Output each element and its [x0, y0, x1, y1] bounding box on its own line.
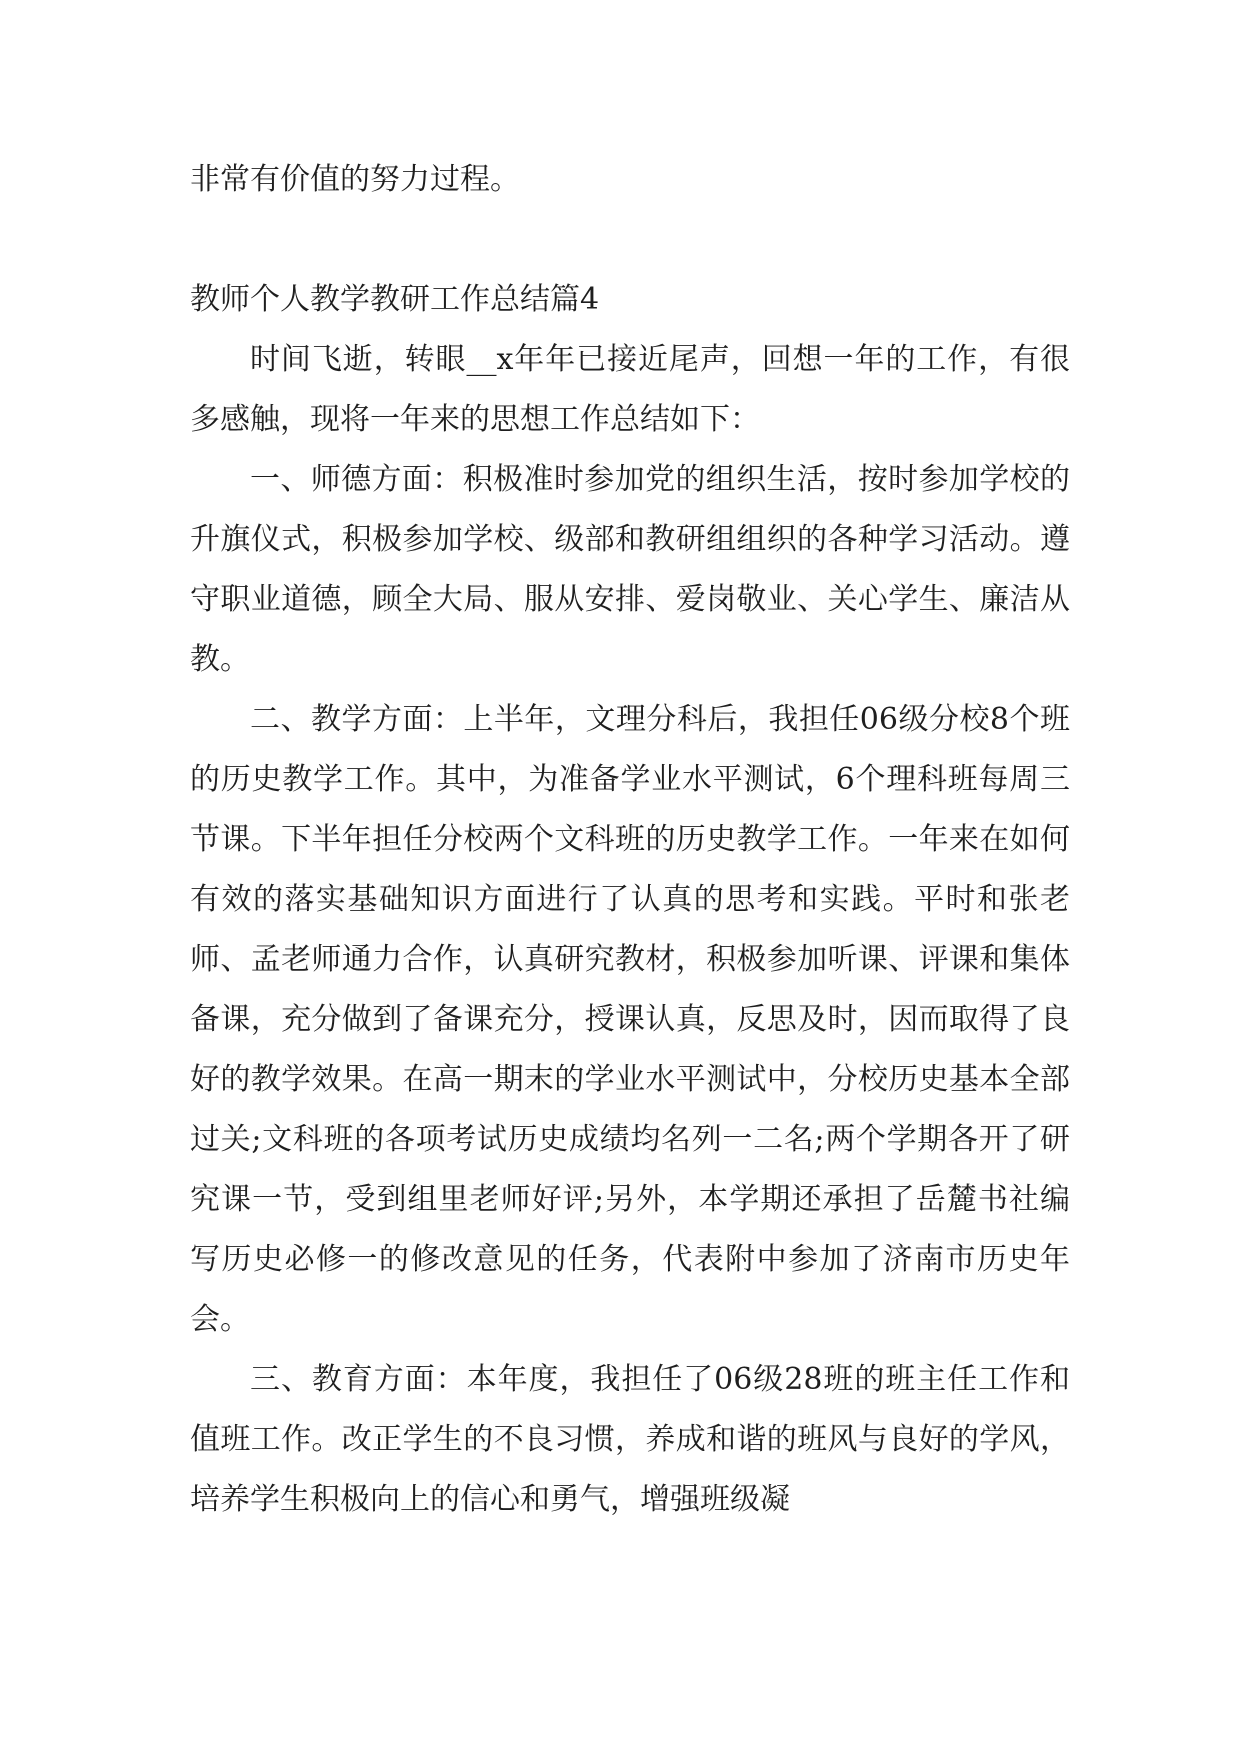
document-body: [190, 150, 1070, 1530]
paragraph-ethics: 一、师德方面：积极准时参加党的组织生活，按时参加学校的升旗仪式，积极参加学校、级部和教研组组织的各种学习活动。遵守职业道德，顾全大局、服从安排、爱岗敬业、关心学生、廉洁从教。: [190, 462, 1070, 677]
paragraph-education: 三、教育方面：本年度，我担任了06级28班的班主任工作和值班工作。改正学生的不良习惯，养成和谐的班风与良好的学风，培养学生积极向上的信心和勇气，增强班级凝: [190, 1362, 1070, 1517]
paragraph-teaching: 二、教学方面：上半年，文理分科后，我担任06级分校8个班的历史教学工作。其中，为准备学业水平测试，6个理科班每周三节课。下半年担任分校两个文科班的历史教学工作。一年来在如何有效的落实基础知识方面进行了认真的思考和实践。平时和张老师、孟老师通力合作，认真研究教材，积极参加听课、评课和集体备课，充分做到了备课充分，授课认真，反思及时，因而取得了良好的教学效果。在高一期末的学业水平测试中，分校历史基本全部过关;文科班的各项考试历史成绩均名列一二名;两个学期各开了研究课一节，受到组里老师好评;另外，本学期还承担了岳麓书社编写历史必修一的修改意见的任务，代表附中参加了济南市历史年会。: [190, 702, 1070, 1337]
continuation-text: 非常有价值的努力过程。: [190, 162, 520, 197]
paragraph-intro: 时间飞逝，转眼__x年年已接近尾声，回想一年的工作，有很多感触，现将一年来的思想工作总结如下：: [190, 342, 1070, 437]
section-heading: 教师个人教学教研工作总结篇4: [190, 282, 600, 317]
